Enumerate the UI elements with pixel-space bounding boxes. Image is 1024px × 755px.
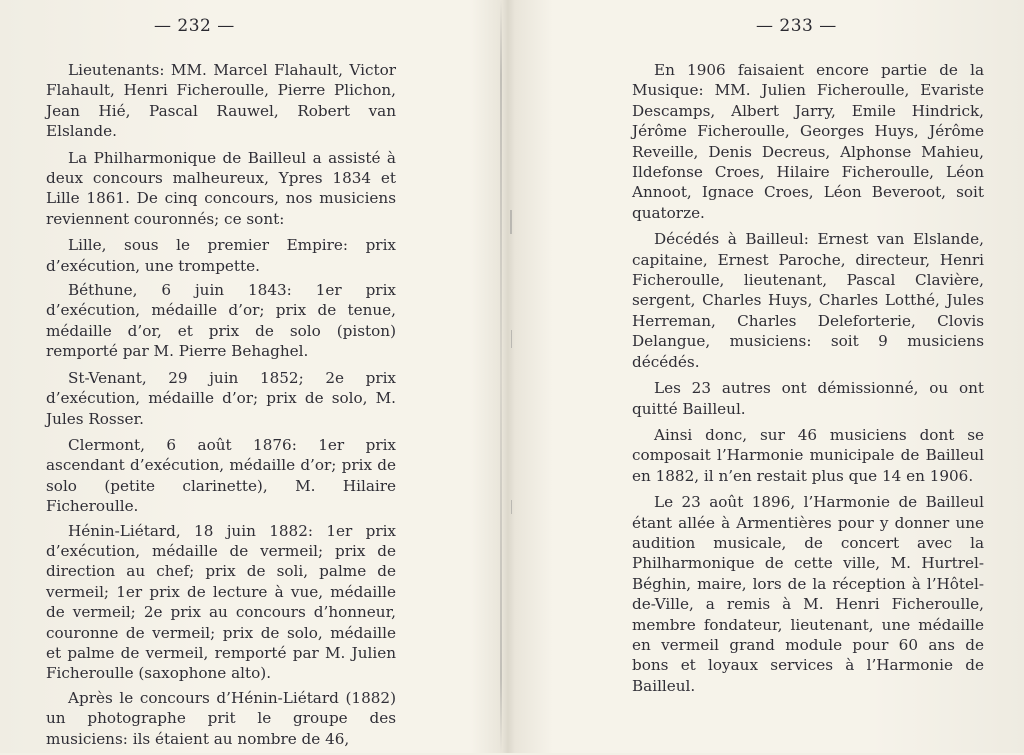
paragraph-ainsi-donc: Ainsi donc, sur 46 musiciens dont se composait l’Harmonie municipale de Bailleul en 1882, il n’en restait plus que 14 en 1906. (632, 425, 984, 485)
right-page-body (632, 60, 984, 702)
left-page (28, 0, 468, 753)
page-number-right: — 233 — (756, 16, 837, 36)
paragraph-members-1906: En 1906 faisaient encore partie de la Musique: MM. Julien Ficheroulle, Evariste Descamps, Albert Jarry, Emile Hindrick, Jérôme Ficheroulle, Georges Huys, Jérôme Reveille, Denis Decreus, Alphonse Mahieu, Ildefonse Croes, Hilaire Ficheroulle, Léon Annoot, Ignace Croes, Léon Beveroot, soit quatorze. (632, 61, 984, 222)
left-page-body (46, 60, 396, 755)
scan-speck (511, 500, 512, 514)
paragraph-decedes: Décédés à Bailleul: Ernest van Elslande, capitaine, Ernest Paroche, directeur, Henri Ficheroulle, lieutenant, Pascal Clavière, sergent, Charles Huys, Charles Lotthé, Jules Herreman, Charles Deleforterie, Clovis Delangue, musiciens: soit 9 musiciens décédés. (632, 230, 984, 371)
right-page (620, 0, 1012, 753)
paragraph-bethune: Béthune, 6 juin 1843: 1er prix d’exécution, médaille d’or; prix de tenue, médaille d’or, et prix de solo (piston) remporté par M. Pierre Behaghel. (46, 281, 396, 361)
paragraph-photographe: Après le concours d’Hénin-Liétard (1882) un photographe prit le groupe des musiciens: ils étaient au nombre de 46, (46, 688, 396, 748)
scan-speck (510, 210, 512, 234)
paragraph-clermont: Clermont, 6 août 1876: 1er prix ascendant d’exécution, médaille d’or; prix de solo (petite clarinette), M. Hilaire Ficheroulle. (46, 435, 396, 516)
book-gutter (500, 0, 502, 753)
paragraph-concours-intro: La Philharmonique de Bailleul a assisté à deux concours malheureux, Ypres 1834 et Lille 1861. De cinq concours, nos musiciens reviennent couronnés; ce sont: (46, 148, 396, 228)
paragraph-st-venant: St-Venant, 29 juin 1852; 2e prix d’exécution, médaille d’or; prix de solo, M. Jules Rosser. (46, 368, 396, 428)
paragraph-lille: Lille, sous le premier Empire: prix d’exécution, une trompette. (46, 236, 396, 275)
paragraph-lieutenants: Lieutenants: MM. Marcel Flahault, Victor Flahault, Henri Ficheroulle, Pierre Plichon, Jean Hié, Pascal Rauwel, Robert van Elslande. (46, 61, 396, 141)
paragraph-armentieres: Le 23 août 1896, l’Harmonie de Bailleul étant allée à Armentières pour y donner une audition musicale, de concert avec la Philharmonique de cette ville, M. Hurtrel-Béghin, maire, lors de la réception à l’Hôtel-de-Ville, a remis à M. Henri Ficheroulle, membre fondateur, lieutenant, une médaille en vermeil grand module pour 60 ans de bons et loyaux services à l’Harmonie de Bailleul. (632, 493, 984, 695)
paragraph-demissionne: Les 23 autres ont démissionné, ou ont quitté Bailleul. (632, 379, 984, 418)
paragraph-henin-lietard: Hénin-Liétard, 18 juin 1882: 1er prix d’exécution, médaille de vermeil; prix de direction au chef; prix de soli, palme de vermeil; 1er prix de lecture à vue, médaille de vermeil; 2e prix au concours d’honneur, couronne de vermeil; prix de solo, médaille et palme de vermeil, remporté par M. Julien Ficheroulle (saxophone alto). (46, 521, 396, 683)
scan-speck (511, 330, 512, 348)
page-number-left: — 232 — (154, 16, 235, 36)
